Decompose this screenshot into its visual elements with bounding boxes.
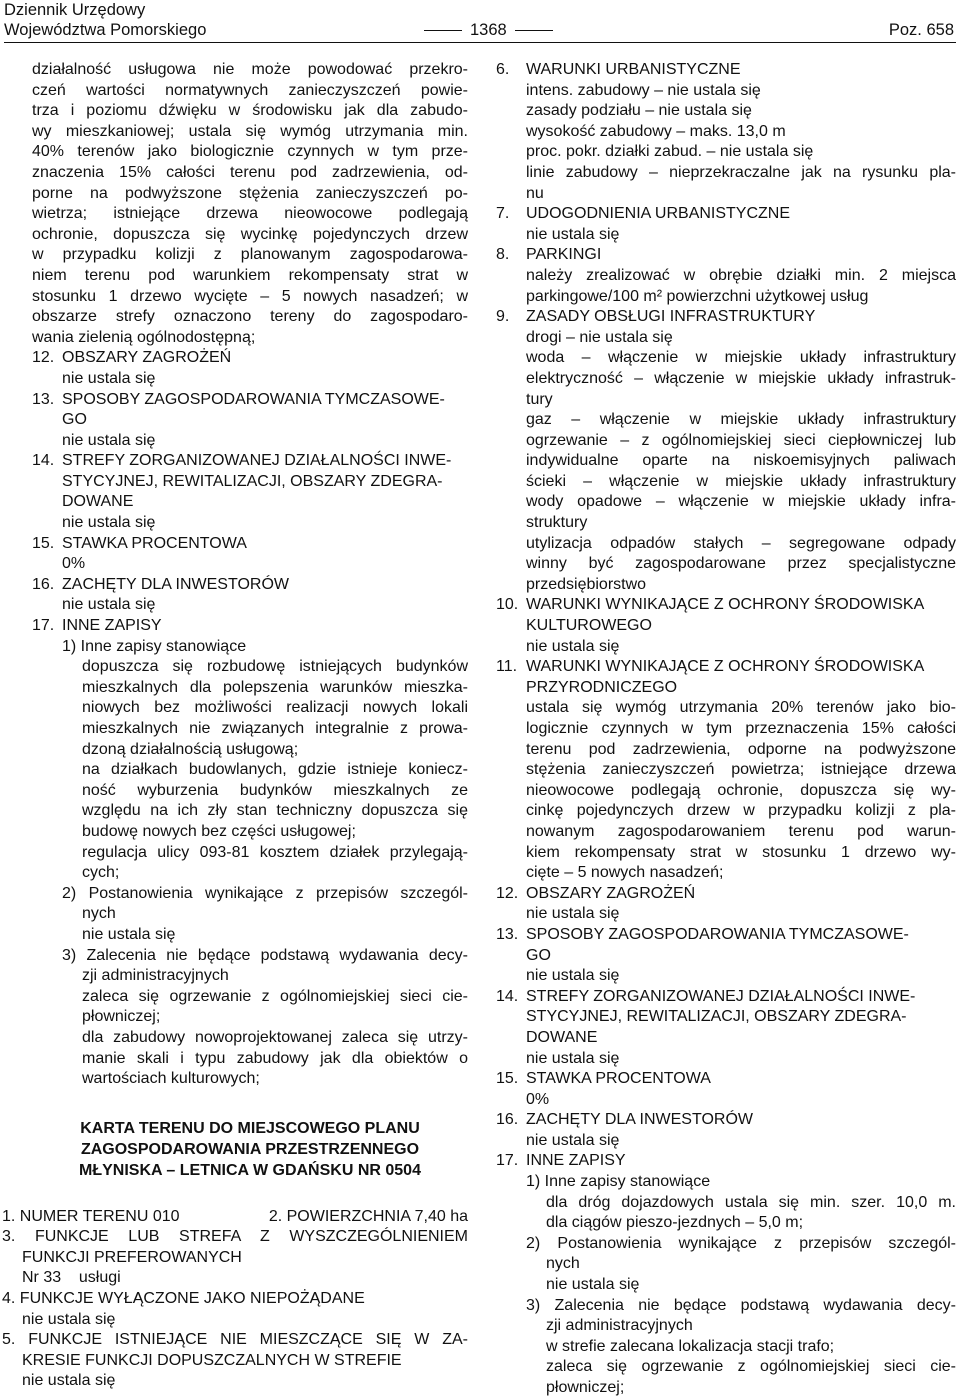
- text-line: należy zrealizować w obrębie działki min. 2 miejsca: [526, 266, 956, 284]
- subsection-label: nych: [546, 1255, 580, 1273]
- publication-line: Województwa Pomorskiego: [4, 21, 207, 39]
- card-row-1-2: [2, 1207, 468, 1228]
- section-14: [32, 451, 468, 533]
- text-line: cięte – 5 nowych nasadzeń;: [526, 864, 724, 882]
- section-title: PARKINGI: [526, 246, 602, 264]
- section-title: GO: [526, 946, 551, 964]
- section-body: nie ustala się: [526, 905, 620, 923]
- text-line: ochronie, dopuszcza się wycinkę pojedynczych drzew: [32, 225, 468, 243]
- section-title: STYCYJNEJ, REWITALIZACJI, OBSZARY ZDEGRA-: [526, 1008, 907, 1026]
- section-title: OBSZARY ZAGROŻEŃ: [526, 884, 696, 902]
- text-line: działalność usługowa nie może powodować przekro-: [32, 61, 468, 78]
- card-title: [32, 1118, 468, 1181]
- text-line: zasady podziału – nie ustala się: [526, 102, 752, 120]
- subsection-label: 1) Inne zapisy stanowiące: [526, 1173, 711, 1191]
- text-line: w strefie zalecana lokalizacja stacji trafo;: [546, 1337, 835, 1355]
- text-line: ścieki – włączenie w miejskie układy infrastruktury: [526, 472, 956, 490]
- section-number: 7.: [496, 205, 510, 223]
- page-number: [416, 20, 561, 41]
- section-title: STAWKA PROCENTOWA: [526, 1070, 711, 1088]
- text-line: logicznie czynnych w tym przeznaczenia 15% całości: [526, 720, 956, 737]
- section-number: 10.: [496, 596, 519, 614]
- section-14-right: [496, 987, 956, 1069]
- section-body: nie ustala się: [62, 596, 156, 614]
- text-line: elektryczność – włączenie w miejskie układy infrastruk-: [526, 369, 956, 387]
- text-line: ustala się wymóg utrzymania 20% terenów jako bio-: [526, 699, 956, 717]
- section-body: nie ustala się: [526, 1049, 620, 1067]
- section-title: DOWANE: [62, 493, 134, 511]
- section-17-right: [496, 1151, 956, 1398]
- section-title: STREFY ZORGANIZOWANEJ DZIAŁALNOŚCI INWE-: [526, 987, 916, 1005]
- section-title: STYCYJNEJ, REWITALIZACJI, OBSZARY ZDEGRA-: [62, 472, 443, 490]
- section-body: nie ustala się: [526, 1131, 620, 1149]
- section-title: PRZYRODNICZEGO: [526, 678, 678, 696]
- text-line: nowanym zagospodarowaniem terenu pod warun-: [526, 822, 956, 840]
- section-number: 15.: [496, 1070, 519, 1088]
- subsection-label: 1) Inne zapisy stanowiące: [62, 637, 247, 655]
- subsection-label: zji administracyjnych: [82, 967, 229, 985]
- section-title: SPOSOBY ZAGOSPODAROWANIA TYMCZASOWE-: [526, 925, 909, 943]
- section-15: [32, 534, 468, 575]
- section-7: [496, 204, 956, 245]
- section-number: 17.: [32, 617, 55, 635]
- text-line: zaleca się ogrzewanie z ogólnomiejskiej sieci cie-: [82, 987, 468, 1005]
- item-title: FUNKCJI PREFEROWANYCH: [22, 1248, 242, 1266]
- text-line: linie zabudowy – nieprzekraczalne jak na rysunku pla-: [526, 163, 956, 181]
- card-items: [2, 1207, 468, 1392]
- section-body: nie ustala się: [62, 431, 156, 449]
- section-title: WARUNKI WYNIKAJĄCE Z OCHRONY ŚRODOWISKA: [526, 658, 925, 676]
- section-number: 15.: [32, 534, 55, 552]
- text-line: płowniczej;: [82, 1008, 161, 1026]
- section-body: [496, 328, 956, 596]
- item-title: KRESIE FUNKCJI DOPUSZCZALNYCH W STREFIE: [22, 1351, 402, 1369]
- section-13-right: [496, 925, 956, 987]
- text-line: stosunku 1 drzewo wycięte – 5 nowych nasadzeń; w: [32, 287, 468, 305]
- item-number: 4.: [2, 1290, 16, 1308]
- item-title: FUNKCJE WYŁĄCZONE JAKO NIEPOŻĄDANE: [19, 1290, 365, 1308]
- subsection-label: 3) Zalecenia nie będące podstawą wydawania decy-: [62, 946, 468, 964]
- text-line: dzoną działalnością usługową;: [82, 740, 299, 758]
- text-line: dla ciągów pieszo-jezdnych – 5,0 m;: [546, 1214, 804, 1232]
- section-title: INNE ZAPISY: [62, 617, 162, 635]
- section-16-right: [496, 1110, 956, 1151]
- text-line: regulacja ulicy 093-81 kosztem działek przylegają-: [82, 843, 468, 861]
- subsection-label: 3) Zalecenia nie będące podstawą wydawania decy-: [526, 1296, 956, 1314]
- section-15-right: [496, 1069, 956, 1110]
- section-body: 0%: [526, 1090, 550, 1108]
- text-line: trza i poziomu dźwięku w środowisku jak dla zabudo-: [32, 102, 468, 120]
- text-line: porne na podwyższone stężenia zanieczyszczeń po-: [32, 184, 468, 202]
- text-line: wysokość zabudowy – maks. 13,0 m: [526, 122, 786, 140]
- text-line: dopuszcza się rozbudowę istniejących budynków: [82, 658, 468, 676]
- text-line: terenu pod zadrzewienia, odporne na podwyższone: [526, 740, 956, 758]
- text-line: cych;: [82, 864, 120, 882]
- subsection-body: [32, 657, 468, 884]
- text-line: wy mieszkaniowej; ustala się wymóg utrzymania min.: [32, 122, 468, 140]
- text-line: manie skali i typu zabudowy jak dla obiektów o: [82, 1049, 468, 1067]
- section-8: [496, 245, 956, 307]
- text-line: gaz – włączenie w miejskie układy infrastruktury: [526, 411, 956, 429]
- text-line: wietrza; istniejące drzewa nieowocowe podlegają: [32, 205, 468, 223]
- item-body: nie ustala się: [22, 1310, 116, 1328]
- text-line: woda – włączenie w miejskie układy infrastruktury: [526, 349, 956, 367]
- section-number: 17.: [496, 1152, 519, 1170]
- publication-name: [4, 0, 206, 40]
- section-6: [496, 60, 956, 204]
- terrain-number: NUMER TERENU 010: [19, 1207, 180, 1225]
- publication-line: Dziennik Urzędowy: [4, 1, 146, 19]
- section-body: nie ustala się: [62, 369, 156, 387]
- text-line: wartościach kulturowych;: [82, 1070, 260, 1088]
- section-number: 9.: [496, 308, 510, 326]
- section-9: [496, 307, 956, 595]
- subsection-label: 2) Postanowienia wynikające z przepisów szczegól-: [526, 1234, 956, 1252]
- area-value: POWIERZCHNIA 7,40 ha: [286, 1207, 468, 1225]
- text-line: parkingowe/100 m² powierzchni użytkowej usług: [526, 287, 869, 305]
- section-title: STREFY ZORGANIZOWANEJ DZIAŁALNOŚCI INWE-: [62, 452, 452, 470]
- left-column: [2, 60, 468, 1392]
- section-title: SPOSOBY ZAGOSPODAROWANIA TYMCZASOWE-: [62, 390, 445, 408]
- left-para-1: [32, 60, 468, 348]
- item-number: 1.: [2, 1207, 16, 1225]
- subsection-body: [32, 987, 468, 1090]
- section-title: UDOGODNIENIA URBANISTYCZNE: [526, 205, 791, 223]
- text-line: nieowocowe podlegają ochronie, dopuszcza się wy-: [526, 781, 956, 799]
- text-line: wania zielenią ogólnodostępną;: [32, 328, 256, 346]
- section-number: 6.: [496, 61, 510, 78]
- text-line: tury: [526, 390, 553, 408]
- item-body: nie ustala się: [22, 1372, 116, 1390]
- text-line: nu: [526, 184, 544, 202]
- text-line: intens. zabudowy – nie ustala się: [526, 81, 761, 99]
- section-number: 16.: [496, 1111, 519, 1129]
- item-number: 3.: [2, 1228, 16, 1246]
- text-line: dla zabudowy nowoprojektowanej zaleca się utrzy-: [82, 1028, 468, 1046]
- text-line: znaczenia 15% całości terenu pod zadrzewienia, od-: [32, 163, 468, 181]
- text-line: płowniczej;: [546, 1379, 625, 1396]
- text-line: kiem rekompensaty strat w stosunku 1 drzewo wy-: [526, 843, 956, 861]
- text-line: czeń wartości normatywnych zanieczyszczeń powie-: [32, 81, 468, 99]
- section-11: [496, 657, 956, 884]
- section-12-right: [496, 884, 956, 925]
- section-body: 0%: [62, 555, 86, 573]
- page-number-text: 1368: [470, 21, 507, 39]
- text-line: struktury: [526, 514, 588, 532]
- card-item-5: [2, 1330, 468, 1392]
- section-body: nie ustala się: [526, 637, 620, 655]
- position-number: Poz. 658: [888, 21, 954, 39]
- subsection-body: nie ustala się: [82, 925, 176, 943]
- section-16: [32, 575, 468, 616]
- section-body: nie ustala się: [62, 514, 156, 532]
- section-body: nie ustala się: [526, 225, 620, 243]
- section-13: [32, 390, 468, 452]
- item-number: 5.: [2, 1331, 16, 1349]
- section-17: [32, 616, 468, 1090]
- page-header: [4, 0, 956, 42]
- text-line: na działkach budowlanych, gdzie istnieje koniecz-: [82, 761, 468, 779]
- card-title-line: ZAGOSPODAROWANIA PRZESTRZENNEGO: [80, 1140, 420, 1158]
- section-number: 16.: [32, 575, 55, 593]
- text-line: utylizacja odpadów stałych – segregowane odpady: [526, 534, 956, 552]
- item-body: Nr 33 usługi: [22, 1269, 121, 1287]
- text-line: obszarze strefy oznaczono tereny do zagospodaro-: [32, 308, 468, 326]
- section-title: DOWANE: [526, 1028, 598, 1046]
- section-10: [496, 595, 956, 657]
- text-line: przedsiębiorstwo: [526, 575, 647, 593]
- section-title: ZASADY OBSŁUGI INFRASTRUKTURY: [526, 308, 816, 326]
- section-title: WARUNKI WYNIKAJĄCE Z OCHRONY ŚRODOWISKA: [526, 596, 925, 614]
- text-line: niowych bez możliwości realizacji nowych lokali: [82, 699, 468, 717]
- text-line: ność wyburzenia budynków mieszkalnych ze: [82, 781, 468, 799]
- section-number: 8.: [496, 246, 510, 264]
- section-body: [496, 81, 956, 205]
- section-body: [496, 698, 956, 883]
- section-number: 13.: [496, 925, 519, 943]
- text-line: w przypadku kolizji z planowanym zagospodarowa-: [32, 246, 468, 264]
- section-title: STAWKA PROCENTOWA: [62, 534, 247, 552]
- section-number: 11.: [496, 658, 518, 676]
- text-line: cinkę pojedynczych drzew w przypadku kolizji z pla-: [526, 802, 956, 820]
- section-number: 12.: [496, 884, 519, 902]
- subsection-label: zji administracyjnych: [546, 1317, 693, 1335]
- section-title: KULTUROWEGO: [526, 617, 652, 635]
- section-body: nie ustala się: [526, 967, 620, 985]
- subsection-label: 2) Postanowienia wynikające z przepisów szczegól-: [62, 884, 468, 902]
- subsection-body: nie ustala się: [546, 1276, 640, 1294]
- item-number: 2.: [268, 1207, 283, 1225]
- text-line: wody opadowe – włączenie w miejskie układy infra-: [526, 493, 956, 511]
- item-title: FUNKCJE ISTNIEJĄCE NIE MIESZCZĄCE SIĘ W ZA-: [28, 1331, 468, 1349]
- subsection-label: nych: [82, 905, 116, 923]
- section-title: GO: [62, 411, 87, 429]
- text-line: budowę nowych bez części usługowej;: [82, 822, 356, 840]
- text-line: drogi – nie ustala się: [526, 328, 673, 346]
- section-title: ZACHĘTY DLA INWESTORÓW: [526, 1111, 753, 1129]
- text-line: zaleca się ogrzewanie z ogólnomiejskiej sieci cie-: [546, 1358, 956, 1376]
- text-line: stężenia zanieczyszczeń powietrza; istniejące drzewa: [526, 761, 956, 779]
- section-title: WARUNKI URBANISTYCZNE: [526, 61, 741, 78]
- section-title: OBSZARY ZAGROŻEŃ: [62, 349, 232, 367]
- text-line: mieszkalnych dla polepszenia warunków mieszka-: [82, 678, 468, 696]
- card-item-4: [2, 1289, 468, 1330]
- section-title: INNE ZAPISY: [526, 1152, 626, 1170]
- header-rule: [4, 42, 956, 43]
- section-number: 12.: [32, 349, 55, 367]
- text-line: winny być zagospodarowane przez specjalistyczne: [526, 555, 956, 573]
- section-title: ZACHĘTY DLA INWESTORÓW: [62, 575, 289, 593]
- text-line: indywidualne oparte na niskoemisyjnych paliwach: [526, 452, 956, 470]
- right-column: [496, 60, 956, 1399]
- text-line: proc. pokr. działki zabud. – nie ustala się: [526, 143, 814, 161]
- text-line: dla dróg dojazdowych ustala się min. szer. 10,0 m.: [546, 1193, 956, 1211]
- card-title-line: MŁYNISKA – LETNICA W GDAŃSKU NR 0504: [79, 1161, 421, 1179]
- section-number: 14.: [32, 452, 55, 470]
- section-number: 14.: [496, 987, 519, 1005]
- item-title: FUNKCJE LUB STREFA Z WYSZCZEGÓLNIENIEM: [34, 1228, 468, 1246]
- text-line: ogrzewanie – z ogólnomiejskiej sieci ciepłowniczej lub: [526, 431, 956, 449]
- section-number: 13.: [32, 390, 55, 408]
- section-12: [32, 348, 468, 389]
- text-line: 40% terenów jako biologicznie czynnych w tym prze-: [32, 143, 468, 161]
- text-line: mieszkalnych nie związanych integralnie z prowa-: [82, 720, 468, 737]
- card-item-3: [2, 1227, 468, 1289]
- text-line: niem terenu pod warunkiem rekompensaty strat w: [32, 266, 468, 284]
- card-title-line: KARTA TERENU DO MIEJSCOWEGO PLANU: [80, 1119, 420, 1137]
- text-line: względu na ich zły stan techniczny dopuszcza się: [82, 802, 468, 820]
